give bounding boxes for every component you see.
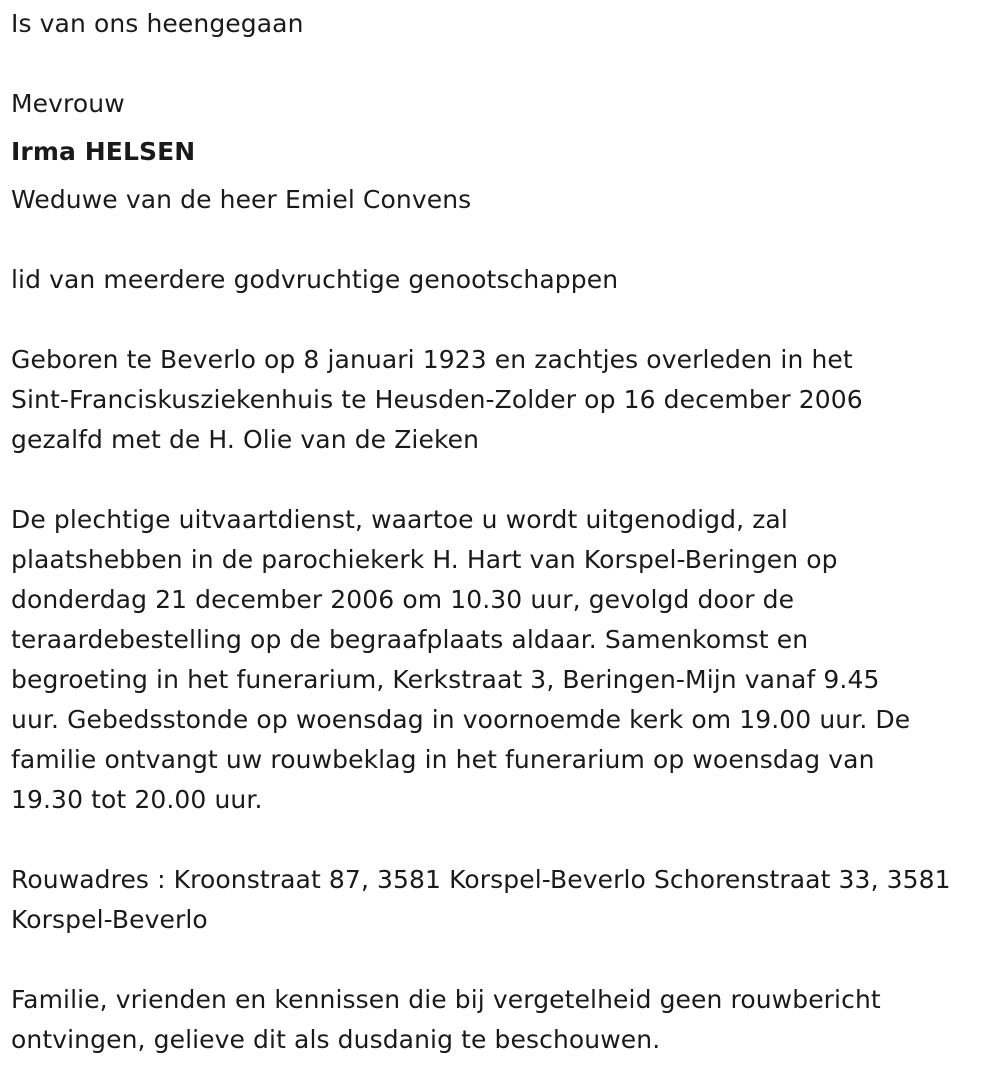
paragraph-line: ontvingen, gelieve dit als dusdanig te beschouwen. xyxy=(11,1025,661,1054)
spacer xyxy=(11,44,991,84)
paragraph-line: teraardebestelling op de begraafplaats aldaar. Samenkomst en xyxy=(11,625,809,654)
obituary-notice xyxy=(11,4,991,1060)
paragraph-line: De plechtige uitvaartdienst, waartoe u wordt uitgenodigd, zal xyxy=(11,505,788,534)
spacer xyxy=(11,820,991,860)
spacer xyxy=(11,460,991,500)
service-paragraph xyxy=(11,500,991,820)
deceased-name: Irma HELSEN xyxy=(11,137,196,166)
widow-of-text: Weduwe van de heer Emiel Convens xyxy=(11,185,472,214)
closing-paragraph xyxy=(11,980,991,1060)
paragraph-line: Korspel-Beverlo xyxy=(11,905,208,934)
paragraph-line: Geboren te Beverlo op 8 januari 1923 en zachtjes overleden in het xyxy=(11,345,853,374)
paragraph-line: begroeting in het funerarium, Kerkstraat 3, Beringen-Mijn vanaf 9.45 xyxy=(11,665,880,694)
paragraph-line: Familie, vrienden en kennissen die bij vergetelheid geen rouwbericht xyxy=(11,985,881,1014)
paragraph-line: uur. Gebedsstonde op woensdag in voornoemde kerk om 19.00 uur. De xyxy=(11,705,911,734)
paragraph-line: plaatshebben in de parochiekerk H. Hart van Korspel-Beringen op xyxy=(11,545,838,574)
paragraph-line: Sint-Franciskusziekenhuis te Heusden-Zolder op 16 december 2006 xyxy=(11,385,863,414)
spacer xyxy=(11,300,991,340)
spacer xyxy=(11,220,991,260)
salutation: Mevrouw xyxy=(11,89,125,118)
spacer xyxy=(11,940,991,980)
membership-text: lid van meerdere godvruchtige genootschappen xyxy=(11,265,619,294)
paragraph-line: 19.30 tot 20.00 uur. xyxy=(11,785,263,814)
paragraph-line: Rouwadres : Kroonstraat 87, 3581 Korspel-Beverlo Schorenstraat 33, 3581 xyxy=(11,865,951,894)
paragraph-line: donderdag 21 december 2006 om 10.30 uur, gevolgd door de xyxy=(11,585,795,614)
paragraph-line: gezalfd met de H. Olie van de Zieken xyxy=(11,425,480,454)
paragraph-line: familie ontvangt uw rouwbeklag in het funerarium op woensdag van xyxy=(11,745,875,774)
address-paragraph xyxy=(11,860,991,940)
birth-death-paragraph xyxy=(11,340,991,460)
intro-text: Is van ons heengegaan xyxy=(11,9,304,38)
